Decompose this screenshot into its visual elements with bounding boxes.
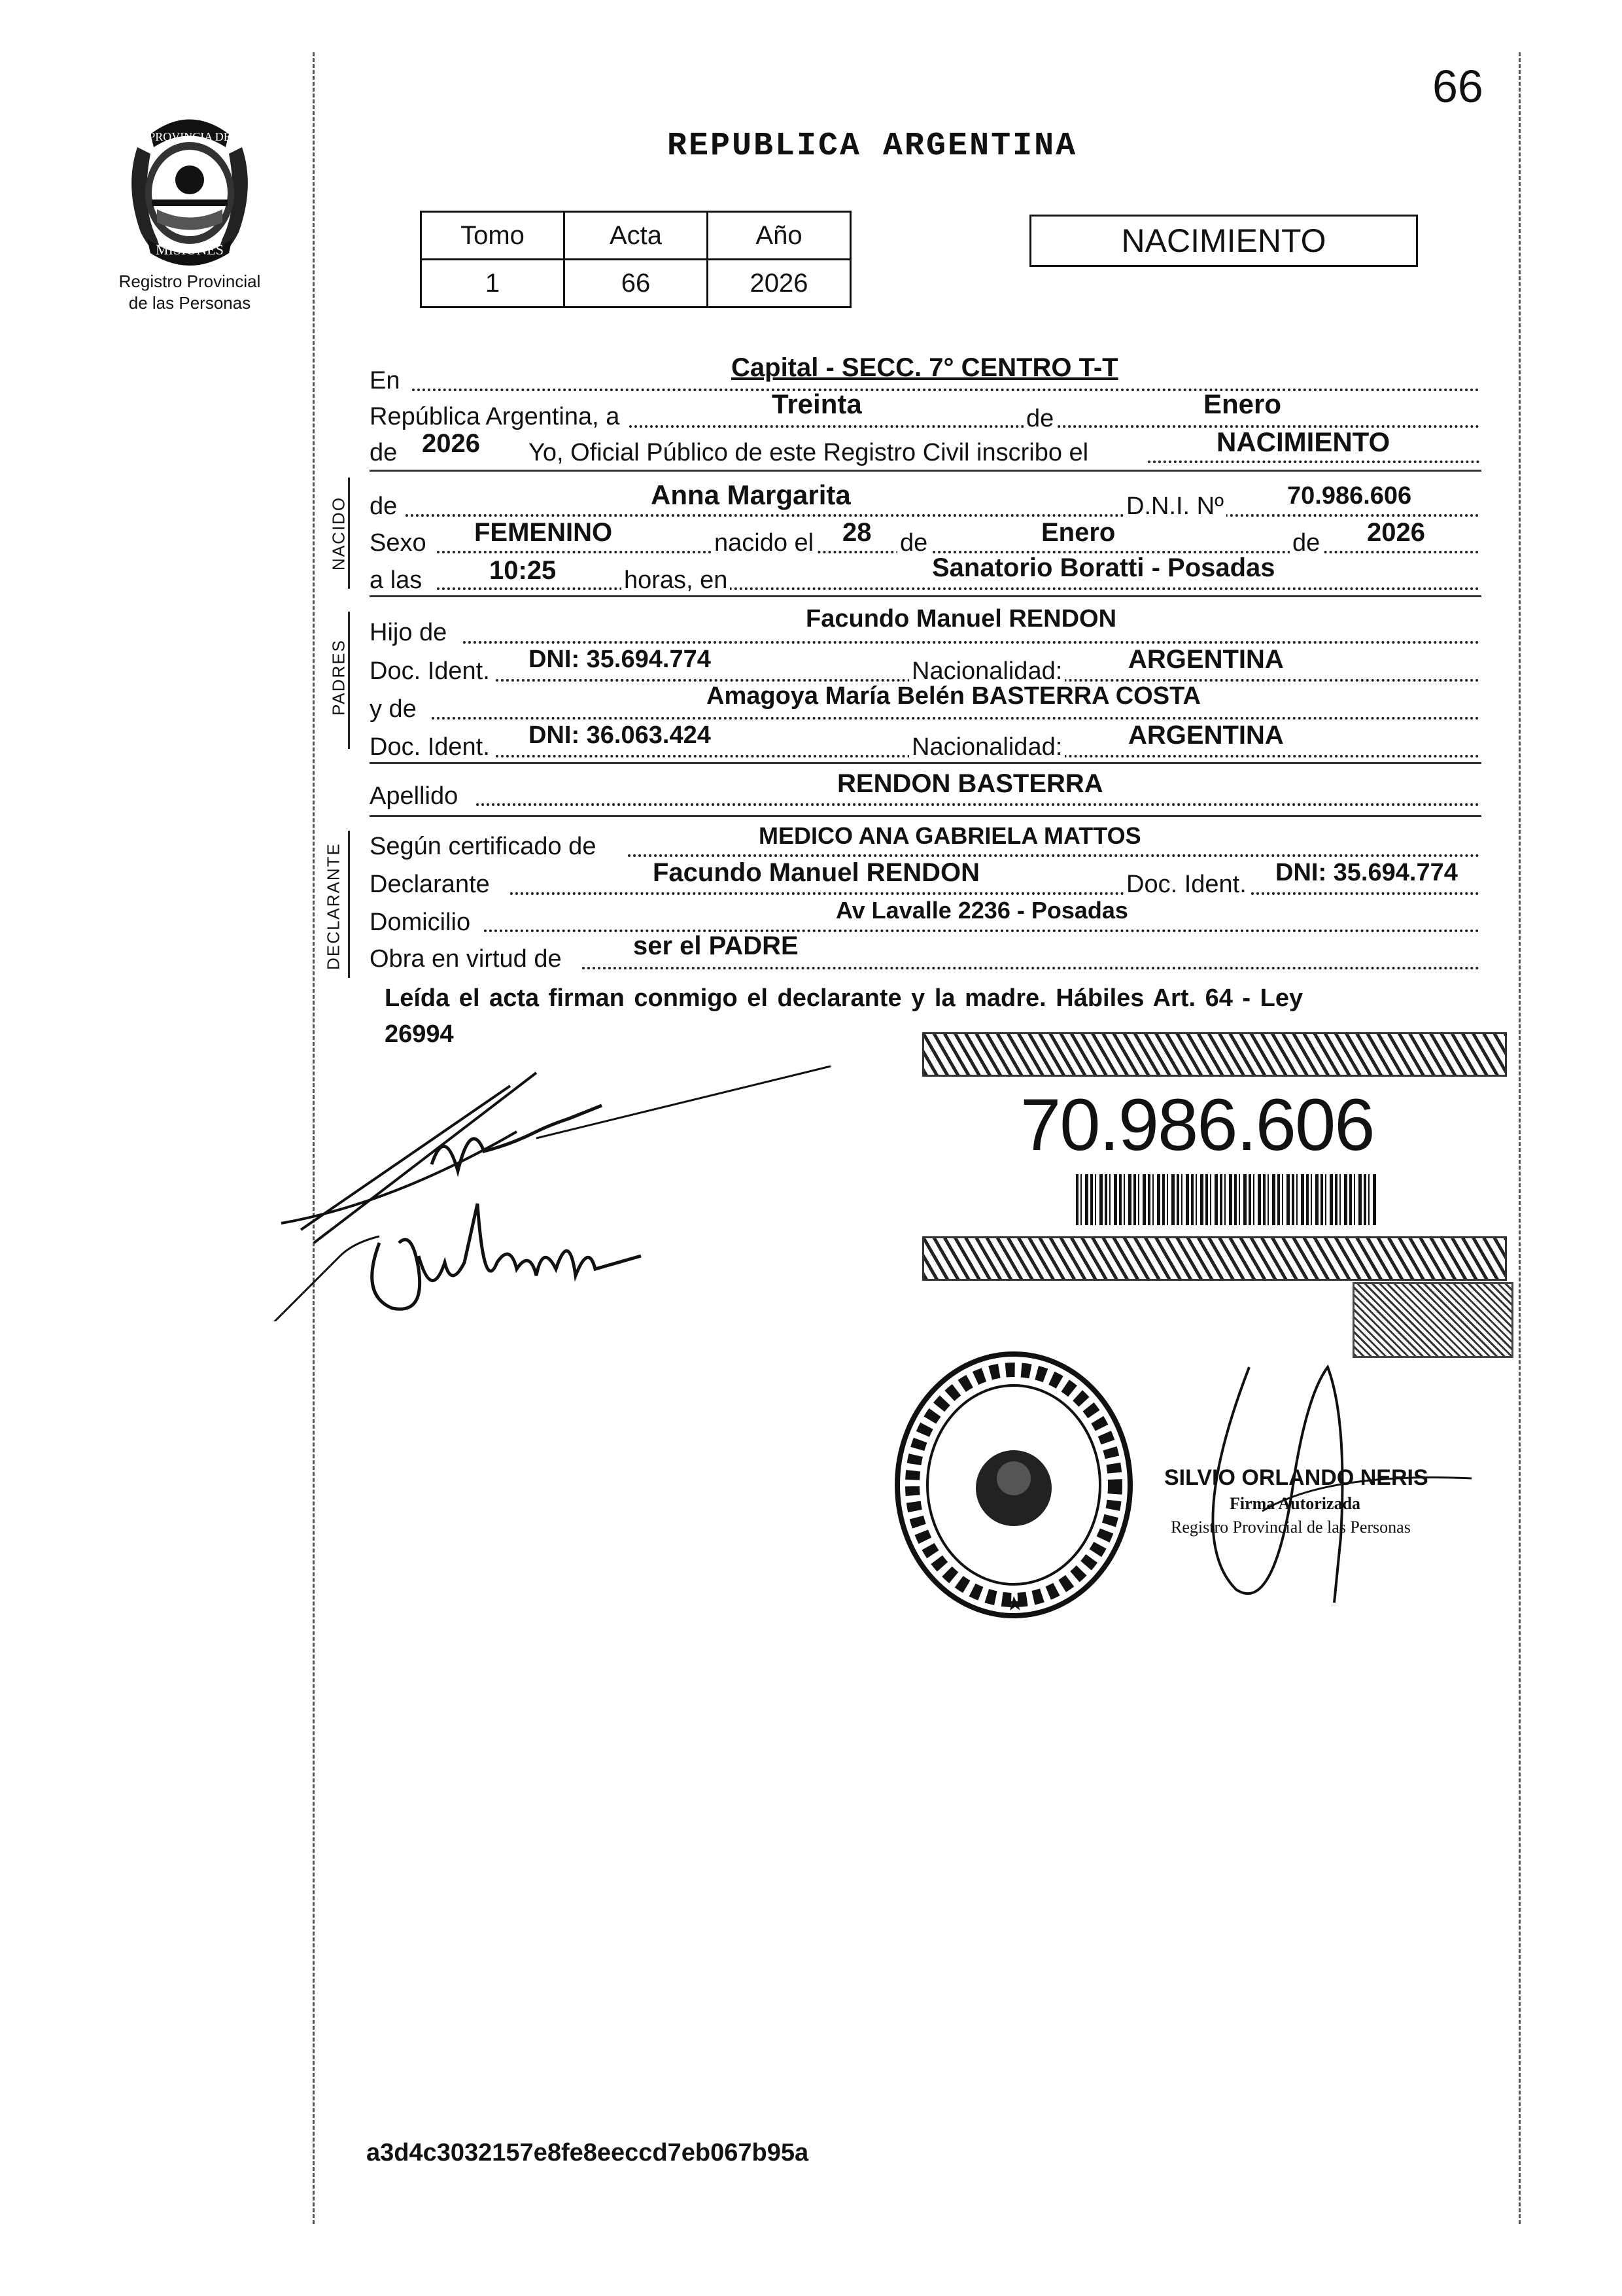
- closing-line-1: Leída el acta firman conmigo el declarante y la madre. Hábiles Art. 64 - Ley: [385, 984, 1303, 1012]
- dotted-line: [1148, 461, 1479, 463]
- province-logo: [111, 108, 268, 268]
- declarante-value: Facundo Manuel RENDON: [653, 858, 980, 887]
- a-las-label: a las: [370, 566, 423, 594]
- father-doc-label: Doc. Ident.: [370, 657, 490, 685]
- nacido-de-label: de: [370, 493, 398, 520]
- padres-section-label: PADRES: [328, 639, 349, 716]
- dni-label: D.N.I. Nº: [1124, 492, 1226, 521]
- republica-label: República Argentina, a: [370, 403, 620, 430]
- dotted-line: [476, 803, 1479, 806]
- intro-day-value: Treinta: [772, 389, 862, 419]
- dotted-line: [582, 967, 1479, 969]
- mother-nac-value: ARGENTINA: [1128, 721, 1284, 750]
- svg-text:PROVINCIA DE: PROVINCIA DE: [148, 130, 231, 143]
- birth-year-value: 2026: [1367, 518, 1425, 547]
- father-name-value: Facundo Manuel RENDON: [806, 605, 1117, 633]
- sexo-label: Sexo: [370, 529, 426, 557]
- obra-value: ser el PADRE: [633, 931, 799, 960]
- birth-time-value: 10:25: [489, 556, 557, 585]
- barcode: [1076, 1174, 1377, 1225]
- act-type-box: [1029, 215, 1418, 267]
- country-title: REPUBLICA ARGENTINA: [667, 128, 1078, 165]
- closing-line-2: 26994: [385, 1020, 454, 1048]
- father-nac-value: ARGENTINA: [1128, 645, 1284, 674]
- child-name-value: Anna Margarita: [651, 479, 851, 510]
- table-header-row: [421, 212, 851, 260]
- official-seal: [889, 1348, 1138, 1622]
- intro-year-value: 2026: [422, 429, 480, 458]
- sexo-value: FEMENINO: [474, 518, 613, 547]
- dni-sticker-number: 70.986.606: [1020, 1084, 1374, 1166]
- page-number: 66: [1432, 61, 1483, 112]
- intro-de2-label: de: [370, 439, 398, 466]
- section-divider: [370, 815, 1481, 817]
- logo-caption-2: de las Personas: [128, 293, 251, 313]
- value-ano: 2026: [708, 260, 851, 307]
- birth-place-value: Sanatorio Boratti - Posadas: [932, 553, 1275, 582]
- value-acta: 66: [564, 260, 708, 307]
- province-seal-icon: [111, 108, 268, 268]
- child-dni-value: 70.986.606: [1287, 482, 1412, 510]
- declarant-signatures: [262, 1047, 850, 1321]
- sticker-bottom-band: [922, 1236, 1507, 1281]
- value-tomo: 1: [421, 260, 564, 307]
- dotted-line: [463, 641, 1479, 644]
- dotted-line: [412, 389, 1479, 391]
- official-title: Firma Autorizada: [1230, 1494, 1361, 1513]
- declarante-doc-label: Doc. Ident.: [1124, 870, 1249, 899]
- section-divider: [370, 762, 1481, 764]
- nacido-de3-label: de: [1290, 529, 1322, 557]
- cert-label: Según certificado de: [370, 833, 596, 860]
- table-value-row: [421, 260, 851, 307]
- official-office: Registro Provincial de las Personas: [1171, 1518, 1411, 1537]
- sticker-top-band: [922, 1032, 1507, 1077]
- act-type-label: NACIMIENTO: [1121, 222, 1326, 259]
- birth-month-value: Enero: [1041, 518, 1116, 547]
- nacido-section-label: NACIDO: [328, 496, 349, 571]
- declarante-label: Declarante: [370, 871, 490, 898]
- header-acta: Acta: [564, 212, 708, 260]
- svg-text:MISIONES: MISIONES: [156, 241, 224, 258]
- mother-nac-label: Nacionalidad:: [909, 733, 1065, 761]
- document-hash: a3d4c3032157e8fe8eeccd7eb067b95a: [366, 2139, 809, 2166]
- header-ano: Año: [708, 212, 851, 260]
- logo-caption-1: Registro Provincial: [118, 271, 261, 291]
- official-name: SILVIO ORLANDO NERIS: [1164, 1465, 1428, 1490]
- en-label: En: [370, 367, 400, 394]
- birth-day-value: 28: [842, 518, 872, 547]
- mother-doc-label: Doc. Ident.: [370, 733, 490, 761]
- declarante-sidebar: [348, 831, 350, 978]
- y-de-label: y de: [370, 695, 417, 723]
- header-tomo: Tomo: [421, 212, 564, 260]
- declarante-section-label: DECLARANTE: [323, 843, 343, 970]
- inscribo-value: NACIMIENTO: [1216, 426, 1390, 457]
- dotted-line: [432, 717, 1479, 720]
- hijo-de-label: Hijo de: [370, 619, 447, 646]
- section-divider: [370, 595, 1481, 597]
- right-margin-line: [1519, 52, 1521, 2224]
- en-value: Capital - SECC. 7° CENTRO T-T: [731, 353, 1118, 382]
- obra-label: Obra en virtud de: [370, 945, 562, 973]
- declarante-doc-value: DNI: 35.694.774: [1275, 859, 1458, 886]
- section-divider: [370, 470, 1481, 472]
- horas-label: horas, en: [621, 566, 730, 595]
- inscribo-label: Yo, Oficial Público de este Registro Civil inscribo el: [528, 439, 1089, 466]
- intro-de-label: de: [1024, 404, 1056, 433]
- father-nac-label: Nacionalidad:: [909, 657, 1065, 686]
- nacido-de2-label: de: [897, 529, 930, 557]
- apellido-label: Apellido: [370, 782, 458, 810]
- dotted-line: [628, 854, 1479, 857]
- tomo-acta-ano-table: [420, 211, 852, 308]
- dotted-line: [406, 514, 1479, 517]
- intro-month-value: Enero: [1203, 389, 1282, 419]
- dotted-line: [510, 892, 1479, 895]
- dotted-line: [437, 587, 1479, 590]
- father-doc-value: DNI: 35.694.774: [528, 646, 711, 673]
- domicilio-label: Domicilio: [370, 909, 471, 936]
- mother-name-value: Amagoya María Belén BASTERRA COSTA: [706, 682, 1201, 710]
- apellido-value: RENDON BASTERRA: [837, 769, 1103, 798]
- nacido-el-label: nacido el: [712, 529, 816, 557]
- domicilio-value: Av Lavalle 2236 - Posadas: [836, 897, 1128, 924]
- mother-doc-value: DNI: 36.063.424: [528, 722, 711, 749]
- cert-value: MEDICO ANA GABRIELA MATTOS: [759, 822, 1141, 849]
